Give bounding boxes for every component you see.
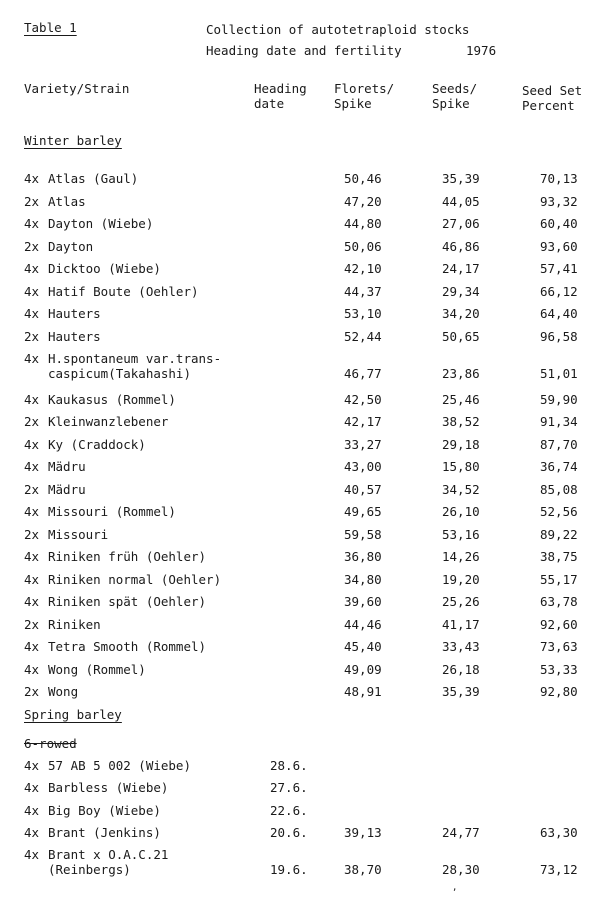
variety-cell: Riniken spät (Oehler): [48, 594, 207, 609]
seed-set-cell: 57,41: [540, 261, 578, 276]
seed-set-cell: 92,60: [540, 616, 578, 632]
ploidy-cell: 4x: [24, 216, 40, 231]
florets-cell: 59,58: [344, 526, 382, 542]
variety-cell: Tetra Smooth (Rommel): [48, 639, 207, 654]
ploidy-cell: 4x: [24, 549, 40, 564]
seeds-cell: 46,86: [442, 238, 480, 254]
seed-set-cell: 92,80: [540, 684, 578, 699]
florets-cell: 53,10: [344, 306, 382, 321]
ploidy-cell: 4x: [24, 351, 40, 366]
variety-cell: Ky (Craddock): [48, 436, 146, 452]
variety-cell-continued: (Reinbergs): [48, 862, 131, 878]
seed-set-cell: 93,32: [540, 193, 578, 209]
seeds-cell: 27,06: [442, 216, 480, 231]
variety-cell: Mädru: [48, 459, 86, 474]
variety-cell: Hauters: [48, 306, 101, 321]
ploidy-cell: 4x: [24, 571, 40, 587]
variety-cell: Dicktoo (Wiebe): [48, 261, 161, 276]
seeds-cell: 24,17: [442, 261, 480, 276]
seed-set-cell: 53,33: [540, 661, 578, 677]
seeds-cell: 15,80: [442, 459, 480, 474]
ploidy-cell: 4x: [24, 661, 40, 677]
seed-set-cell: 52,56: [540, 504, 578, 519]
florets-cell: 46,77: [344, 366, 382, 381]
seed-set-cell: 89,22: [540, 526, 578, 542]
florets-cell: 47,20: [344, 193, 382, 209]
variety-cell: Kleinwanzlebener: [48, 414, 169, 429]
variety-cell: Dayton (Wiebe): [48, 216, 154, 231]
variety-cell: Kaukasus (Rommel): [48, 391, 176, 407]
florets-cell: 44,80: [344, 216, 382, 231]
heading-date-cell: 19.6.: [270, 862, 308, 878]
florets-cell: 34,80: [344, 571, 382, 587]
variety-cell: Hauters: [48, 328, 101, 344]
seed-set-cell: 70,13: [540, 171, 578, 186]
variety-cell: Dayton: [48, 238, 94, 254]
variety-cell: Riniken: [48, 616, 101, 632]
col-header-seedset-1: Seed Set: [522, 83, 583, 98]
variety-cell: Brant x O.A.C.21: [48, 847, 169, 863]
heading-date-cell: 22.6.: [270, 802, 308, 818]
ploidy-cell: 4x: [24, 283, 40, 299]
seed-set-cell: 87,70: [540, 436, 578, 452]
seeds-cell: 14,26: [442, 549, 480, 564]
florets-cell: 50,06: [344, 238, 382, 254]
col-header-florets-2: Spike: [334, 96, 372, 111]
ploidy-cell: 2x: [24, 526, 40, 542]
ploidy-cell: 4x: [24, 758, 40, 773]
seeds-cell: 25,46: [442, 391, 480, 407]
section-winter-barley: Winter barley: [24, 133, 122, 148]
col-header-seeds-2: Spike: [432, 96, 470, 111]
florets-cell: 45,40: [344, 639, 382, 654]
seeds-cell: 26,10: [442, 504, 480, 519]
col-header-seedset-2: Percent: [522, 98, 575, 113]
ploidy-cell: 4x: [24, 306, 40, 321]
seeds-cell: 53,16: [442, 526, 480, 542]
florets-cell: 36,80: [344, 549, 382, 564]
col-header-heading-1: Heading: [254, 81, 307, 96]
seeds-cell: 33,43: [442, 639, 480, 654]
seed-set-cell: 91,34: [540, 414, 578, 429]
variety-cell: Missouri: [48, 526, 109, 542]
table-label: Table 1: [24, 20, 77, 35]
seed-set-cell: 64,40: [540, 306, 578, 321]
col-header-heading-2: date: [254, 96, 285, 111]
ploidy-cell: 4x: [24, 780, 40, 796]
seed-set-cell: 55,17: [540, 571, 578, 587]
seed-set-cell: 73,63: [540, 639, 578, 654]
florets-cell: 43,00: [344, 459, 382, 474]
variety-cell: 57 AB 5 002 (Wiebe): [48, 758, 191, 773]
stray-mark: ,: [452, 883, 458, 893]
seed-set-cell: 63,78: [540, 594, 578, 609]
ploidy-cell: 4x: [24, 802, 40, 818]
seeds-cell: 34,52: [442, 481, 480, 497]
seed-set-cell: 60,40: [540, 216, 578, 231]
seed-set-cell: 63,30: [540, 824, 578, 840]
seeds-cell: 25,26: [442, 594, 480, 609]
florets-cell: 39,13: [344, 824, 382, 840]
florets-cell: 44,37: [344, 283, 382, 299]
florets-cell: 42,17: [344, 414, 382, 429]
seeds-cell: 38,52: [442, 414, 480, 429]
heading-date-cell: 28.6.: [270, 758, 308, 773]
heading-date-cell: 20.6.: [270, 824, 308, 840]
table-subtitle: Heading date and fertility: [206, 43, 402, 58]
variety-cell: Wong (Rommel): [48, 661, 146, 677]
ploidy-cell: 2x: [24, 616, 40, 632]
col-header-variety: Variety/Strain: [24, 81, 130, 96]
florets-cell: 42,10: [344, 261, 382, 276]
variety-cell: Barbless (Wiebe): [48, 780, 169, 796]
florets-cell: 52,44: [344, 328, 382, 344]
florets-cell: 38,70: [344, 862, 382, 878]
seeds-cell: 35,39: [442, 171, 480, 186]
variety-cell: Atlas (Gaul): [48, 171, 139, 186]
variety-cell: Brant (Jenkins): [48, 824, 161, 840]
seed-set-cell: 51,01: [540, 366, 578, 381]
florets-cell: 40,57: [344, 481, 382, 497]
variety-cell-continued: caspicum(Takahashi): [48, 366, 191, 381]
ploidy-cell: 4x: [24, 171, 40, 186]
ploidy-cell: 2x: [24, 414, 40, 429]
florets-cell: 39,60: [344, 594, 382, 609]
seed-set-cell: 59,90: [540, 391, 578, 407]
ploidy-cell: 4x: [24, 824, 40, 840]
variety-cell: Big Boy (Wiebe): [48, 802, 161, 818]
col-header-florets-1: Florets/: [334, 81, 395, 96]
variety-cell: Mädru: [48, 481, 86, 497]
ploidy-cell: 4x: [24, 261, 40, 276]
seeds-cell: 29,18: [442, 436, 480, 452]
ploidy-cell: 2x: [24, 328, 40, 344]
florets-cell: 50,46: [344, 171, 382, 186]
variety-cell: Hatif Boute (Oehler): [48, 283, 199, 299]
variety-cell: Riniken früh (Oehler): [48, 549, 207, 564]
florets-cell: 44,46: [344, 616, 382, 632]
seeds-cell: 23,86: [442, 366, 480, 381]
seeds-cell: 24,77: [442, 824, 480, 840]
ploidy-cell: 4x: [24, 639, 40, 654]
seeds-cell: 29,34: [442, 283, 480, 299]
ploidy-cell: 4x: [24, 436, 40, 452]
ploidy-cell: 4x: [24, 391, 40, 407]
variety-cell: Missouri (Rommel): [48, 504, 176, 519]
ploidy-cell: 2x: [24, 684, 40, 699]
ploidy-cell: 2x: [24, 481, 40, 497]
seed-set-cell: 96,58: [540, 328, 578, 344]
florets-cell: 42,50: [344, 391, 382, 407]
ploidy-cell: 4x: [24, 459, 40, 474]
ploidy-cell: 4x: [24, 594, 40, 609]
heading-date-cell: 27.6.: [270, 780, 308, 796]
florets-cell: 49,65: [344, 504, 382, 519]
section-six-rowed: 6-rowed: [24, 736, 77, 751]
florets-cell: 49,09: [344, 661, 382, 677]
seed-set-cell: 73,12: [540, 862, 578, 878]
florets-cell: 33,27: [344, 436, 382, 452]
seeds-cell: 26,18: [442, 661, 480, 677]
table-year: 1976: [466, 43, 497, 58]
seeds-cell: 44,05: [442, 193, 480, 209]
variety-cell: Atlas: [48, 193, 86, 209]
seed-set-cell: 38,75: [540, 549, 578, 564]
ploidy-cell: 4x: [24, 504, 40, 519]
section-spring-barley: Spring barley: [24, 707, 122, 722]
seeds-cell: 41,17: [442, 616, 480, 632]
ploidy-cell: 2x: [24, 238, 40, 254]
col-header-seeds-1: Seeds/: [432, 81, 478, 96]
seeds-cell: 50,65: [442, 328, 480, 344]
ploidy-cell: 4x: [24, 847, 40, 863]
florets-cell: 48,91: [344, 684, 382, 699]
variety-cell: H.spontaneum var.trans-: [48, 351, 222, 366]
seeds-cell: 34,20: [442, 306, 480, 321]
ploidy-cell: 2x: [24, 193, 40, 209]
seed-set-cell: 66,12: [540, 283, 578, 299]
seeds-cell: 28,30: [442, 862, 480, 878]
seed-set-cell: 93,60: [540, 238, 578, 254]
seeds-cell: 19,20: [442, 571, 480, 587]
variety-cell: Wong: [48, 684, 79, 699]
table-title: Collection of autotetraploid stocks: [206, 22, 470, 37]
seed-set-cell: 85,08: [540, 481, 578, 497]
variety-cell: Riniken normal (Oehler): [48, 571, 222, 587]
seeds-cell: 35,39: [442, 684, 480, 699]
seed-set-cell: 36,74: [540, 459, 578, 474]
